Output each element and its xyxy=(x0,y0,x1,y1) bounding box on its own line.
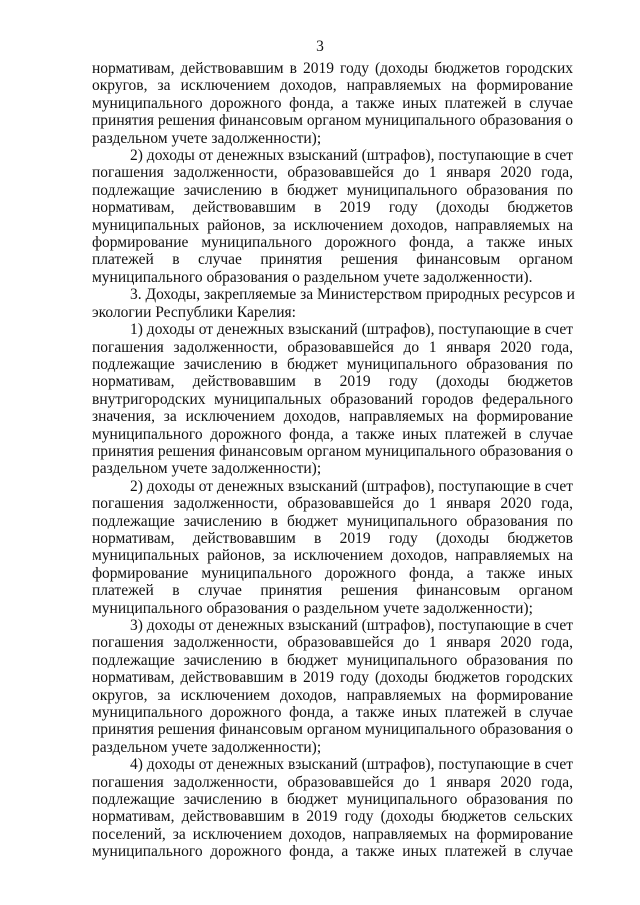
text-line: нормативам, действовавшим в 2019 году (доходы бюджетов xyxy=(92,373,573,391)
text-line: погашения задолженности, образовавшейся до 1 января 2020 года, xyxy=(92,164,573,182)
text-line: принятия решения финансовым органом муниципального образования о xyxy=(92,442,573,460)
text-line: формирование муниципального дорожного фонда, а также иных xyxy=(92,564,573,582)
paragraph xyxy=(92,60,573,147)
text-line: подлежащие зачислению в бюджет муниципального образования по xyxy=(92,512,573,530)
text-line: 1) доходы от денежных взысканий (штрафов), поступающие в счет xyxy=(130,321,573,339)
text-line: подлежащие зачислению в бюджет муниципального образования по xyxy=(92,791,573,809)
text-line: формирование муниципального дорожного фонда, а также иных xyxy=(92,234,573,252)
text-line: подлежащие зачислению в бюджет муниципального образования по xyxy=(92,355,573,373)
text-line: муниципального дорожного фонда, а также иных платежей в случае xyxy=(92,704,573,722)
text-line: муниципальных районов, за исключением доходов, направляемых на xyxy=(92,547,573,565)
text-line: принятия решения финансовым органом муниципального образования о xyxy=(92,721,573,739)
text-line: 3. Доходы, закрепляемые за Министерством природных ресурсов и xyxy=(130,286,575,304)
text-line: значения, за исключением доходов, направляемых на формирование xyxy=(92,408,573,426)
text-line: раздельном учете задолженности); xyxy=(92,129,322,147)
text-line: погашения задолженности, образовавшейся до 1 января 2020 года, xyxy=(92,634,573,652)
text-line: нормативам, действовавшим в 2019 году (доходы бюджетов городских xyxy=(92,60,573,77)
text-line: нормативам, действовавшим в 2019 году (доходы бюджетов xyxy=(92,529,573,547)
text-line: погашения задолженности, образовавшейся до 1 января 2020 года, xyxy=(92,495,573,513)
text-line: подлежащие зачислению в бюджет муниципального образования по xyxy=(92,651,573,669)
text-line: принятия решения финансовым органом муниципального образования о xyxy=(92,112,573,130)
paragraph xyxy=(92,478,573,617)
text-line: погашения задолженности, образовавшейся до 1 января 2020 года, xyxy=(92,338,573,356)
text-line: платежей в случае принятия решения финансовым органом xyxy=(92,582,573,600)
text-line: муниципального дорожного фонда, а также иных платежей в случае xyxy=(92,425,573,443)
text-line: нормативам, действовавшим в 2019 году (доходы бюджетов xyxy=(92,199,573,217)
text-line: муниципального образования о раздельном учете задолженности); xyxy=(92,599,533,617)
text-line: 3) доходы от денежных взысканий (штрафов), поступающие в счет xyxy=(130,617,573,634)
text-line: муниципального дорожного фонда, а также иных платежей в случае xyxy=(92,843,573,861)
text-line: муниципального дорожного фонда, а также иных платежей в случае xyxy=(92,94,573,112)
text-line: раздельном учете задолженности); xyxy=(92,738,322,756)
text-line: платежей в случае принятия решения финансовым органом xyxy=(92,251,573,269)
text-line: погашения задолженности, образовавшейся до 1 января 2020 года, xyxy=(92,773,573,791)
text-line: муниципальных районов, за исключением доходов, направляемых на xyxy=(92,216,573,234)
paragraph xyxy=(92,286,573,321)
document-body xyxy=(92,60,573,861)
paragraph xyxy=(92,147,573,286)
text-line: поселений, за исключением доходов, направляемых на формирование xyxy=(92,825,573,843)
page-number: 3 xyxy=(316,38,324,55)
paragraph xyxy=(92,617,573,756)
text-line: подлежащие зачислению в бюджет муниципального образования по xyxy=(92,181,573,199)
text-line: нормативам, действовавшим в 2019 году (доходы бюджетов сельских xyxy=(92,808,573,826)
text-line: округов, за исключением доходов, направляемых на формирование xyxy=(92,686,573,704)
text-line: муниципального образования о раздельном учете задолженности). xyxy=(92,268,533,286)
text-line: внутригородских муниципальных образований городов федерального xyxy=(92,390,573,408)
paragraph xyxy=(92,321,573,478)
text-line: раздельном учете задолженности); xyxy=(92,460,322,478)
text-line: 2) доходы от денежных взысканий (штрафов), поступающие в счет xyxy=(130,147,573,165)
text-line: экологии Республики Карелия: xyxy=(92,303,296,321)
paragraph xyxy=(92,756,573,860)
text-line: 4) доходы от денежных взысканий (штрафов), поступающие в счет xyxy=(130,756,573,774)
text-line: округов, за исключением доходов, направляемых на формирование xyxy=(92,77,573,95)
text-line: 2) доходы от денежных взысканий (штрафов), поступающие в счет xyxy=(130,477,573,495)
text-line: нормативам, действовавшим в 2019 году (доходы бюджетов городских xyxy=(92,669,573,687)
